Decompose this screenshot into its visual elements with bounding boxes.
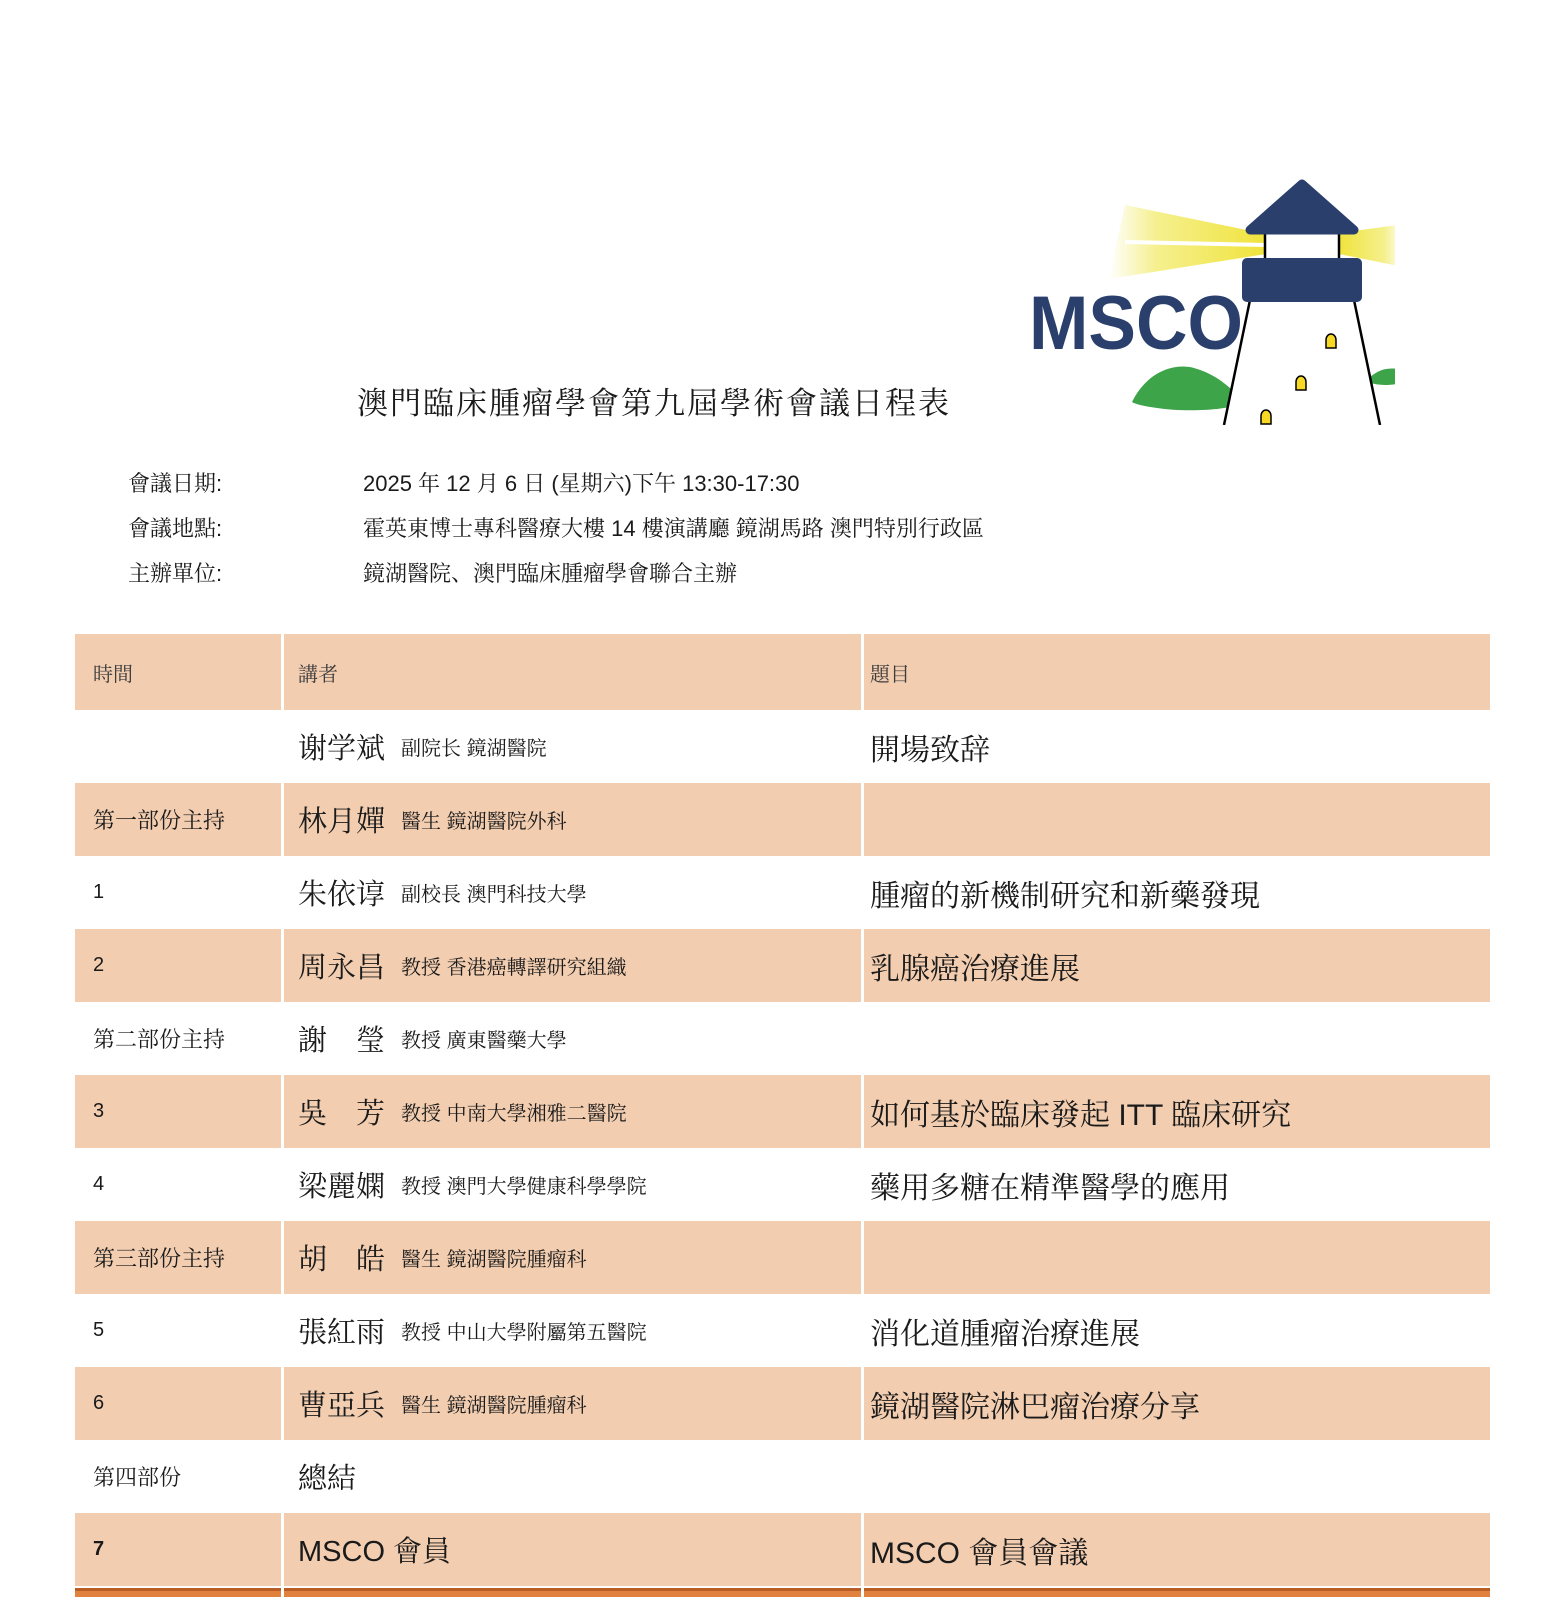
speaker-title: 醫生 鏡湖醫院腫瘤科 xyxy=(401,1395,587,1417)
row-number: 6 xyxy=(93,1392,105,1414)
speaker-cell xyxy=(281,1294,861,1367)
info-row-venue xyxy=(128,505,984,550)
topic-cell xyxy=(861,1002,1490,1075)
topic-cell xyxy=(861,856,1490,929)
msco-logo xyxy=(985,148,1395,425)
speaker-name: 胡 皓 xyxy=(298,1244,386,1276)
info-row-date xyxy=(128,460,984,505)
time-cell xyxy=(75,1513,281,1586)
speaker-name: 張紅雨 xyxy=(298,1317,386,1349)
header-cell-speaker: 講者 xyxy=(281,634,861,710)
speaker-cell xyxy=(281,783,861,856)
topic: 開場致辞 xyxy=(870,733,990,767)
topic-cell xyxy=(861,1367,1490,1440)
row-number: 2 xyxy=(93,954,105,976)
speaker-name: MSCO 會員 xyxy=(298,1536,452,1568)
info-label: 會議日期: xyxy=(128,471,223,496)
topic: 藥用多糖在精準醫學的應用 xyxy=(870,1171,1230,1205)
lighthouse-icon xyxy=(985,148,1395,425)
meeting-info xyxy=(128,460,984,595)
speaker-cell xyxy=(281,1148,861,1221)
table-row xyxy=(75,1440,1490,1513)
time-cell xyxy=(75,1221,281,1294)
topic-cell xyxy=(861,1075,1490,1148)
info-label: 主辦單位: xyxy=(128,561,223,586)
speaker-name: 谢学斌 xyxy=(298,733,386,765)
info-value: 鏡湖醫院、澳門臨床腫瘤學會聯合主辦 xyxy=(363,561,738,586)
time-cell xyxy=(75,710,281,783)
topic: 乳腺癌治療進展 xyxy=(870,952,1080,986)
page-title: 澳門臨床腫瘤學會第九屆學術會議日程表 xyxy=(357,386,951,421)
header-cell-time: 時間 xyxy=(75,634,281,710)
table-row xyxy=(75,710,1490,783)
row-number: 3 xyxy=(93,1100,105,1122)
topic-cell xyxy=(861,1440,1490,1513)
table-row xyxy=(75,1148,1490,1221)
speaker-cell xyxy=(281,1513,861,1586)
speaker-title: 醫生 鏡湖醫院外科 xyxy=(401,811,567,833)
tower-window xyxy=(1326,334,1336,348)
topic: MSCO 會員會議 xyxy=(870,1536,1089,1570)
speaker-cell xyxy=(281,1075,861,1148)
msco-wordmark: MSCO xyxy=(1029,281,1243,366)
table-row xyxy=(75,1075,1490,1148)
time-cell xyxy=(75,1294,281,1367)
info-label: 會議地點: xyxy=(128,516,223,541)
row-number: 5 xyxy=(93,1319,105,1341)
speaker-name: 曹亞兵 xyxy=(298,1390,386,1422)
speaker-cell xyxy=(281,710,861,783)
speaker-cell xyxy=(281,1367,861,1440)
speaker-name: 總結 xyxy=(298,1463,357,1495)
speaker-cell xyxy=(281,1440,861,1513)
topic: 如何基於臨床發起 ITT 臨床研究 xyxy=(870,1098,1292,1132)
speaker-name: 梁麗嫻 xyxy=(298,1171,386,1203)
speaker-cell xyxy=(281,1002,861,1075)
speaker-name: 吳 芳 xyxy=(298,1098,386,1130)
topic: 消化道腫瘤治療進展 xyxy=(870,1317,1140,1351)
table-row xyxy=(75,1221,1490,1294)
time-cell xyxy=(75,1367,281,1440)
time-cell xyxy=(75,1148,281,1221)
speaker-title: 教授 澳門大學健康科學學院 xyxy=(401,1176,647,1198)
schedule-table xyxy=(75,634,1490,1597)
topic-cell xyxy=(861,710,1490,783)
speaker-cell xyxy=(281,856,861,929)
row-number: 7 xyxy=(93,1538,105,1560)
section-label: 第一部份主持 xyxy=(93,808,226,833)
table-bottom-border xyxy=(75,1588,1490,1597)
speaker-name: 周永昌 xyxy=(298,952,386,984)
topic: 腫瘤的新機制研究和新藥發現 xyxy=(870,879,1260,913)
time-cell xyxy=(75,929,281,1002)
tower-window xyxy=(1261,410,1271,424)
info-value: 2025 年 12 月 6 日 (星期六)下午 13:30-17:30 xyxy=(363,471,800,496)
topic: 鏡湖醫院淋巴瘤治療分享 xyxy=(870,1390,1200,1424)
section-label: 第四部份 xyxy=(93,1465,182,1490)
info-row-organizer xyxy=(128,550,984,595)
time-cell xyxy=(75,1002,281,1075)
row-number: 4 xyxy=(93,1173,105,1195)
speaker-title: 教授 中南大學湘雅二醫院 xyxy=(401,1103,627,1125)
watch-room xyxy=(1242,258,1362,302)
time-cell xyxy=(75,856,281,929)
speaker-title: 教授 中山大學附屬第五醫院 xyxy=(401,1322,647,1344)
table-row xyxy=(75,783,1490,856)
table-row xyxy=(75,929,1490,1002)
topic-cell xyxy=(861,783,1490,856)
topic-cell xyxy=(861,1513,1490,1586)
section-label: 第二部份主持 xyxy=(93,1027,226,1052)
topic-cell xyxy=(861,1148,1490,1221)
tower-body xyxy=(1224,300,1380,425)
info-value: 霍英東博士專科醫療大樓 14 樓演講廳 鏡湖馬路 澳門特別行政區 xyxy=(363,516,984,541)
speaker-title: 醫生 鏡湖醫院腫瘤科 xyxy=(401,1249,587,1271)
speaker-title: 教授 廣東醫藥大學 xyxy=(401,1030,567,1052)
table-row xyxy=(75,1513,1490,1586)
topic-cell xyxy=(861,1294,1490,1367)
speaker-cell xyxy=(281,1221,861,1294)
speaker-name: 朱依谆 xyxy=(298,879,386,911)
section-label: 第三部份主持 xyxy=(93,1246,226,1271)
time-cell xyxy=(75,1440,281,1513)
speaker-title: 副院长 鏡湖醫院 xyxy=(401,738,547,760)
table-row xyxy=(75,1367,1490,1440)
speaker-title: 副校長 澳門科技大學 xyxy=(401,884,587,906)
topic-cell xyxy=(861,929,1490,1002)
speaker-name: 林月嬋 xyxy=(298,806,386,838)
table-row xyxy=(75,856,1490,929)
table-row xyxy=(75,1294,1490,1367)
time-cell xyxy=(75,783,281,856)
table-row xyxy=(75,1002,1490,1075)
time-cell xyxy=(75,1075,281,1148)
row-number: 1 xyxy=(93,881,105,903)
lighthouse-roof xyxy=(1250,184,1354,230)
table-header-row xyxy=(75,634,1490,710)
speaker-name: 謝 瑩 xyxy=(298,1025,386,1057)
speaker-title: 教授 香港癌轉譯研究組織 xyxy=(401,957,627,979)
speaker-cell xyxy=(281,929,861,1002)
header-cell-topic: 題目 xyxy=(861,634,1490,710)
topic-cell xyxy=(861,1221,1490,1294)
tower-window xyxy=(1296,376,1306,390)
